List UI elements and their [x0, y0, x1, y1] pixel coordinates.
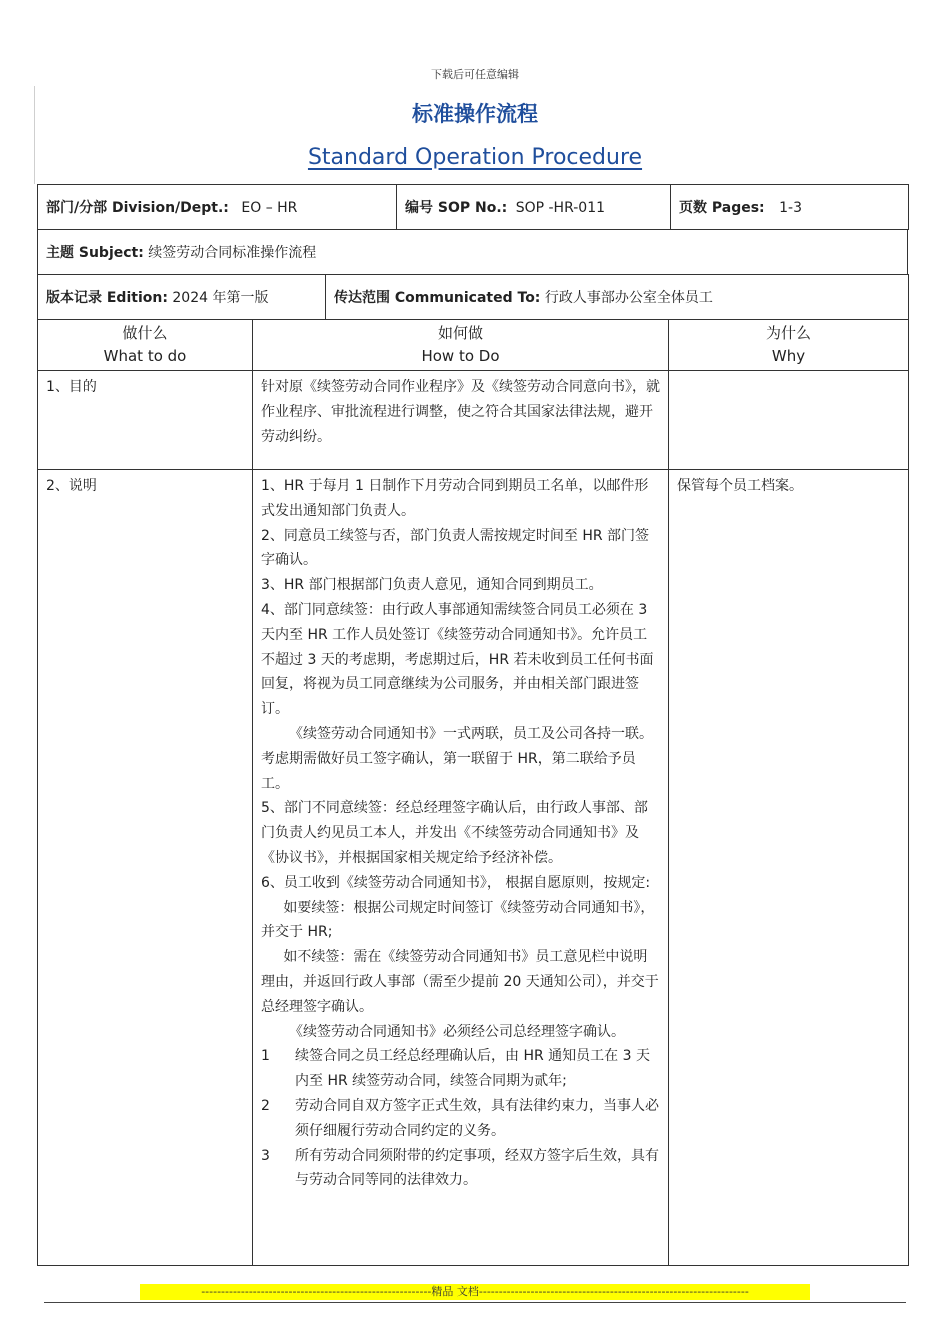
numbered-item: [261, 1044, 660, 1094]
sop-subject-table: [37, 229, 908, 275]
numbered-item: [261, 1094, 660, 1144]
col-what-en: What to do: [103, 347, 187, 365]
column-header-row: [38, 320, 909, 371]
col-how: [253, 320, 669, 371]
row-how: 针对原《续签劳动合同作业程序》及《续签劳动合同意向书》，就作业程序、审批流程进行调整，使之符合其国家法律法规，避开劳动纠纷。: [253, 371, 669, 470]
footer-rule: [44, 1302, 906, 1303]
item-text: 劳动合同自双方签字正式生效，具有法律约束力，当事人必须仔细履行劳动合同约定的义务。: [295, 1097, 659, 1139]
sop-table-frame: [37, 184, 908, 1266]
meta-row-1: [38, 185, 909, 230]
pages-cell: [671, 185, 909, 230]
pages-value: 1-3: [779, 200, 802, 216]
how-paragraph: 如要续签：根据公司规定时间签订《续签劳动合同通知书》，并交于 HR;: [261, 899, 655, 941]
dept-value: EO – HR: [241, 200, 298, 216]
sop-no-value: SOP -HR-011: [515, 200, 606, 216]
page-title-cn: 标准操作流程: [412, 102, 538, 126]
pages-label: 页数 Pages:: [679, 200, 765, 216]
item-text: 续签合同之员工经总经理确认后，由 HR 通知员工在 3 天内至 HR 续签劳动合同，续签合同期为贰年;: [295, 1048, 650, 1090]
how-paragraph: 《续签劳动合同通知书》一式两联，员工及公司各持一联。考虑期需做好员工签字确认，第一联留于 HR，第二联给予员工。: [261, 725, 653, 792]
header-note: 下载后可任意编辑: [431, 68, 519, 81]
col-how-cn: 如何做: [437, 324, 483, 342]
item-number: 2: [261, 1097, 270, 1114]
item-number: 1: [261, 1048, 270, 1065]
sop-edition-table: [37, 274, 909, 320]
row-why: 保管每个员工档案。: [669, 470, 909, 1266]
col-what-cn: 做什么: [122, 324, 168, 342]
sop-no-label: 编号 SOP No.:: [405, 200, 508, 216]
how-paragraph: 4、部门同意续签：由行政人事部通知需续签合同员工必须在 3 天内至 HR 工作人员处签订《续签劳动合同通知书》。允许员工不超过 3 天的考虑期，考虑期过后，HR 若未收到员工任何书面回复，将视为员工同意继续为公司服务，并由相关部门跟进签订。: [261, 601, 654, 718]
dept-cell: [38, 185, 397, 230]
sop-no-cell: [397, 185, 671, 230]
col-how-en: How to Do: [421, 347, 500, 365]
row-what: 1、目的: [38, 371, 253, 470]
row-how: [253, 470, 669, 1266]
sop-body-table: [37, 319, 909, 1266]
how-paragraph: 5、部门不同意续签：经总经理签字确认后，由行政人事部、部门负责人约见员工本人，并发出《不续签劳动合同通知书》及《协议书》，并根据国家相关规定给予经济补偿。: [261, 800, 648, 866]
how-paragraph: 《续签劳动合同通知书》必须经公司总经理签字确认。: [289, 1023, 625, 1040]
table-row: [38, 470, 909, 1266]
subject-label: 主题 Subject:: [46, 245, 144, 261]
how-paragraph: 如不续签：需在《续签劳动合同通知书》员工意见栏中说明理由，并返回行政人事部（需至少提前 20 天通知公司），并交于总经理签字确认。: [261, 949, 659, 1015]
col-what: [38, 320, 253, 371]
page-title-en: Standard Operation Procedure: [307, 145, 643, 170]
subject-value: 续签劳动合同标准操作流程: [148, 245, 317, 261]
col-why-cn: 为什么: [765, 324, 811, 342]
table-row: [38, 371, 909, 470]
edition-value: 2024 年第一版: [172, 290, 269, 306]
edition-cell: [38, 275, 326, 320]
numbered-item: [261, 1144, 660, 1194]
item-number: 3: [261, 1147, 270, 1164]
row-why: [669, 371, 909, 470]
col-why: [669, 320, 909, 371]
item-text: 所有劳动合同须附带的约定事项，经双方签字后生效，具有与劳动合同等同的法律效力。: [295, 1147, 659, 1189]
dept-label: 部门/分部 Division/Dept.:: [46, 200, 229, 216]
subject-cell: [38, 230, 908, 275]
meta-row-3: [38, 275, 909, 320]
how-paragraph: 6、员工收到《续签劳动合同通知书》， 根据自愿原则，按规定:: [261, 874, 651, 891]
edition-label: 版本记录 Edition:: [46, 290, 168, 306]
row-what: 2、说明: [38, 470, 253, 1266]
communicated-label: 传达范围 Communicated To:: [334, 290, 541, 306]
col-why-en: Why: [771, 347, 806, 365]
communicated-value: 行政人事部办公室全体员工: [544, 290, 713, 306]
sop-meta-table: [37, 184, 909, 230]
meta-row-2: [38, 230, 908, 275]
communicated-cell: [326, 275, 909, 320]
how-paragraph: 2、同意员工续签与否，部门负责人需按规定时间至 HR 部门签字确认。: [261, 527, 650, 569]
footer-watermark: ----------------------------------------------------------精品 文档--------------------------------------------------------------------: [140, 1284, 810, 1300]
how-paragraph: 3、HR 部门根据部门负责人意见，通知合同到期员工。: [261, 577, 603, 594]
how-paragraph: 1、HR 于每月 1 日制作下月劳动合同到期员工名单，以邮件形式发出通知部门负责人。: [261, 478, 649, 519]
